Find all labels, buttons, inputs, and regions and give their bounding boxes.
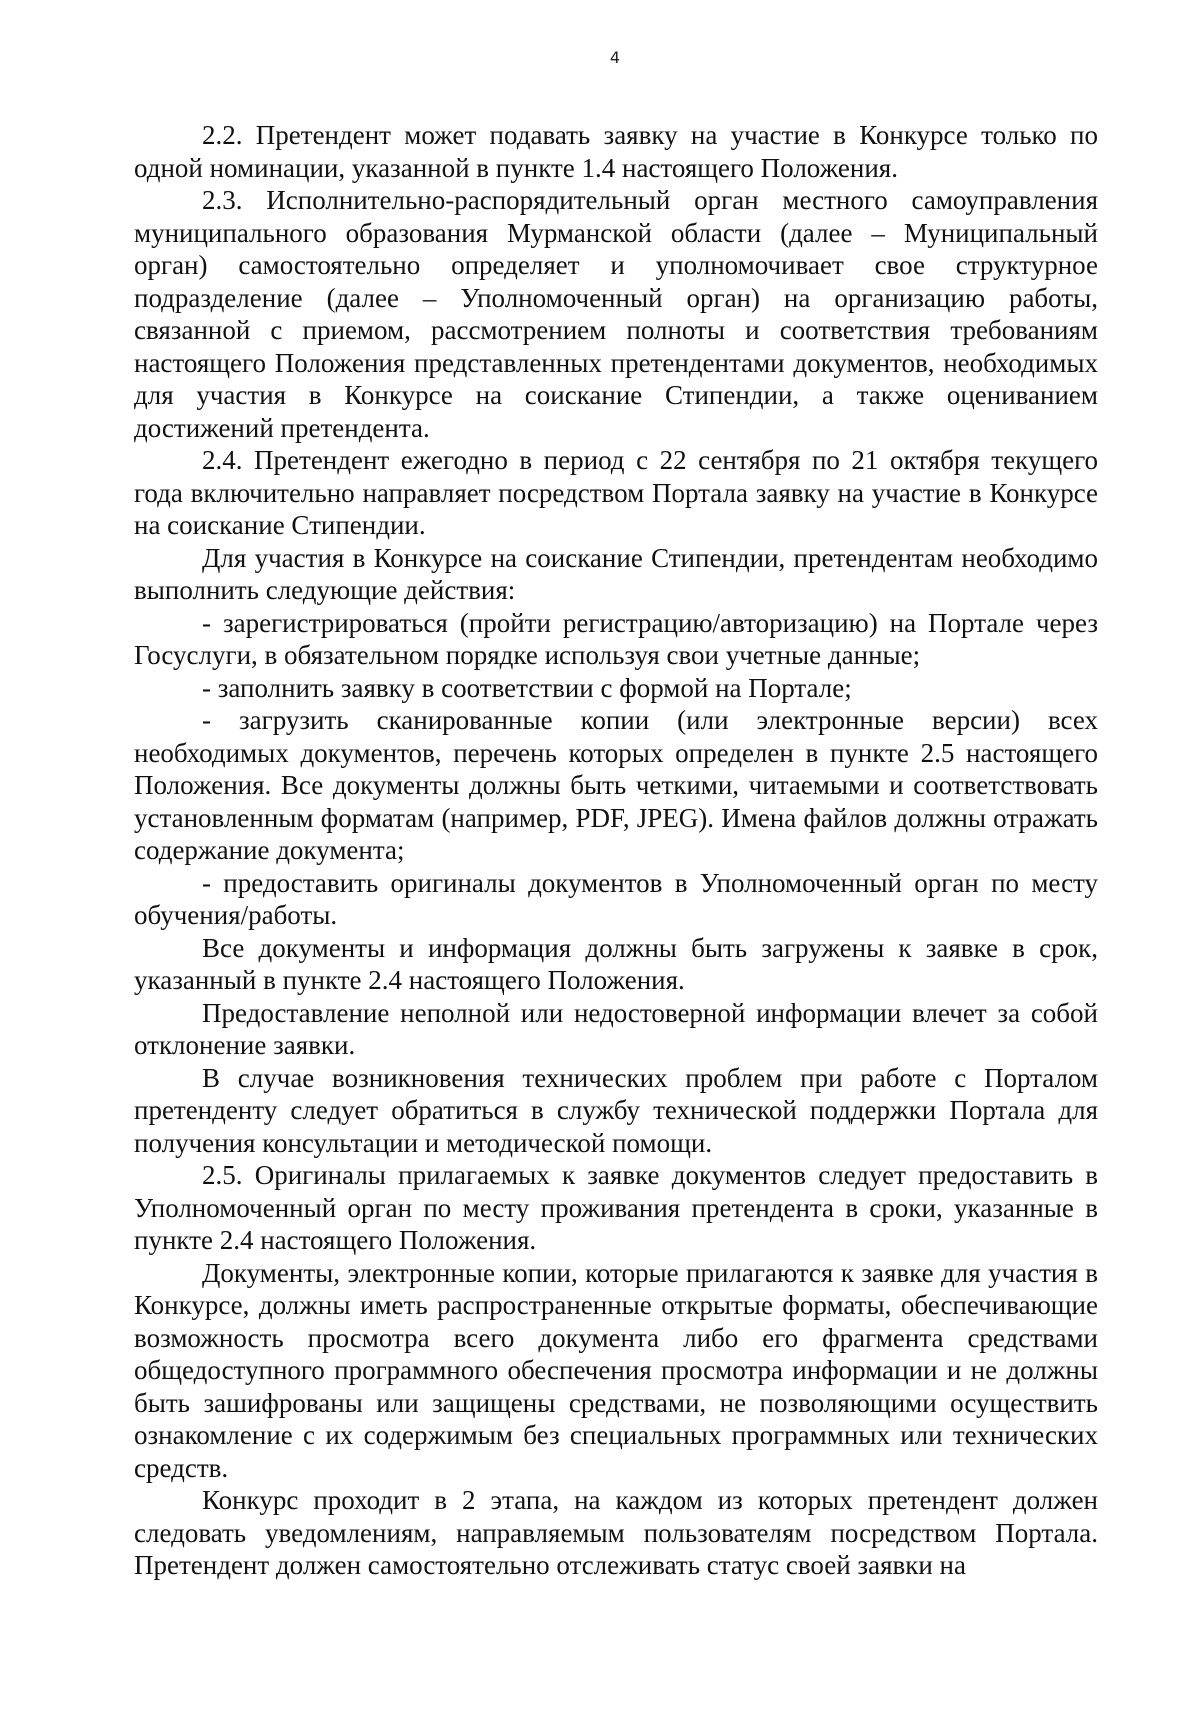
paragraph-technical-support: В случае возникновения технических проблем при работе с Порталом претенденту следует обратиться в службу технической поддержки Портала для получения консультации и методической помощи.	[134, 1062, 1098, 1158]
paragraph-2-4: 2.4. Претендент ежегодно в период с 22 сентября по 21 октября текущего года включительно направляет посредством Портала заявку на участие в Конкурсе на соискание Стипендии.	[134, 445, 1098, 540]
paragraph-2-3: 2.3. Исполнительно-распорядительный орган местного самоуправления муниципального образования Мурманской области (далее – Муниципальный орган) самостоятельно определяет и уполномочивает свое структурное подразделение (далее – Уполномоченный орган) на организацию работы, связанной с приемом, рассмотрением полноты и соответствия требованиям настоящего Положения представленных претендентами документов, необходимых для участия в Конкурсе на соискание Стипендии, а также оцениванием достижений претендента.	[134, 185, 1098, 443]
list-item-upload-documents: - загрузить сканированные копии (или электронные версии) всех необходимых документов, перечень которых определен в пункте 2.5 настоящего Положения. Все документы должны быть четкими, читаемыми и соответствовать установленным форматам (например, PDF, JPEG). Имена файлов должны отражать содержание документа;	[134, 705, 1098, 865]
paragraph-2-5: 2.5. Оригиналы прилагаемых к заявке документов следует предоставить в Уполномоченный орган по месту проживания претендента в сроки, указанные в пункте 2.4 настоящего Положения.	[134, 1160, 1098, 1255]
paragraph-participation-intro: Для участия в Конкурсе на соискание Стипендии, претендентам необходимо выполнить следующие действия:	[134, 542, 1098, 605]
list-item-provide-originals: - предоставить оригиналы документов в Уполномоченный орган по месту обучения/работы.	[134, 867, 1098, 930]
paragraph-2-2: 2.2. Претендент может подавать заявку на участие в Конкурсе только по одной номинации, указанной в пункте 1.4 настоящего Положения.	[134, 120, 1098, 183]
paragraph-file-formats: Документы, электронные копии, которые прилагаются к заявке для участия в Конкурсе, должны иметь распространенные открытые форматы, обеспечивающие возможность просмотра всего документа либо его фрагмента средствами общедоступного программного обеспечения просмотра информации и не должны быть зашифрованы или защищены средствами, не позволяющими осуществить ознакомление с их содержимым без специальных программных или технических средств.	[134, 1257, 1098, 1483]
paragraph-contest-stages: Конкурс проходит в 2 этапа, на каждом из которых претендент должен следовать уведомлениям, направляемым пользователям посредством Портала. Претендент должен самостоятельно отслеживать статус своей заявки на	[134, 1485, 1098, 1580]
paragraph-upload-deadline: Все документы и информация должны быть загружены к заявке в срок, указанный в пункте 2.4 настоящего Положения.	[134, 932, 1098, 995]
document-body	[134, 119, 1098, 1582]
page-number: 4	[609, 48, 621, 67]
list-item-fill-application: - заполнить заявку в соответствии с формой на Портале;	[202, 672, 852, 703]
list-item-register: - зарегистрироваться (пройти регистрацию/авторизацию) на Портале через Госуслуги, в обязательном порядке используя свои учетные данные;	[134, 607, 1098, 670]
paragraph-rejection: Предоставление неполной или недостоверной информации влечет за собой отклонение заявки.	[134, 997, 1098, 1060]
